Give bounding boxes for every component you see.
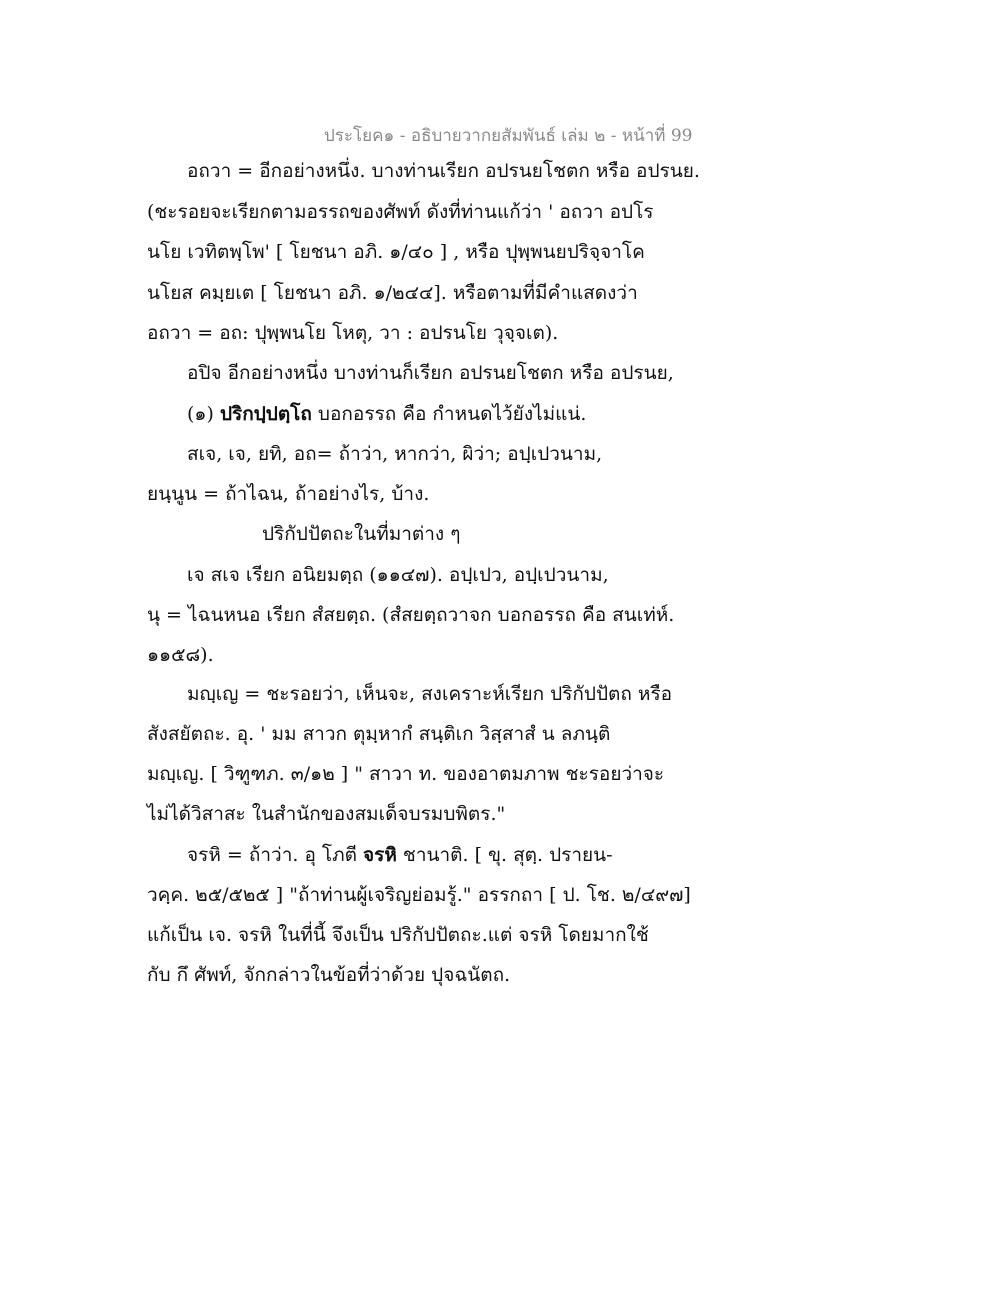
text-line-2: (ชะรอยจะเรียกตามอรรถของศัพท์ ดังที่ท่านแก้ว่า ' อถวา อปโร — [147, 201, 654, 223]
text-line-15: สังสยัตถะ. อุ. ' มม สาวก ตุมฺหากํ สนฺติเก วิสฺสาสํ น ลภนฺติ — [147, 723, 611, 745]
text-line-9: ยนฺนูน = ถ้าไฉน, ถ้าอย่างไร, บ้าง. — [147, 483, 430, 505]
text-line-6: อปิจ อีกอย่างหนึ่ง บางท่านก็เรียก อปรนยโชตก หรือ อปรนย, — [187, 362, 674, 384]
text-line-17: ไม่ได้วิสาสะ ในสำนักของสมเด็จบรมบพิตร." — [147, 803, 506, 825]
text-line-14: มญฺเญ = ชะรอยว่า, เห็นจะ, สงเคราะห์เรียก ปริกัปปัตถ หรือ — [187, 683, 673, 705]
text-line-12: นุ = ไฉนหนอ เรียก สํสยตฺถ. (สํสยตฺถวาจก บอกอรรถ คือ สนเท่ห์. — [147, 604, 675, 626]
text-line-11: เจ สเจ เรียก อนิยมตฺถ (๑๑๔๗). อปฺเปว, อปฺเปวนาม, — [187, 564, 609, 586]
text-line-18-start: จรหิ = ถ้าว่า. อุ โภตี — [187, 844, 364, 866]
text-line-5: อถวา = อถ: ปุพฺพนโย โหตุ, วา : อปรนโย วุจฺจเต). — [147, 322, 559, 344]
text-line-7 — [187, 401, 586, 427]
text-line-18-end: ชานาติ. [ ขุ. สุตฺ. ปรายน- — [396, 844, 613, 866]
text-line-8: สเจ, เจ, ยทิ, อถ= ถ้าว่า, หากว่า, ผิว่า; อปฺเปวนาม, — [187, 443, 603, 465]
text-line-21: กับ กึ ศัพท์, จักกล่าวในข้อที่ว่าด้วย ปุจฉนัตถ. — [147, 964, 511, 986]
section-heading: ปริกัปปัตถะในที่มาต่าง ๆ — [262, 523, 461, 545]
text-line-20: แก้เป็น เจ. จรหิ ในที่นี้ จึงเป็น ปริกัปปัตถะ.แต่ จรหิ โดยมากใช้ — [147, 924, 649, 946]
term-carahi: จรหิ — [363, 844, 397, 866]
text-line-19: วคฺค. ๒๕/๕๒๕ ] "ถ้าท่านผู้เจริญย่อมรู้." อรรกถา [ ป. โช. ๒/๔๙๗] — [147, 884, 691, 906]
running-header: ประโยค๑ - อธิบายวากยสัมพันธ์ เล่ม ๒ - หน้าที่ 99 — [324, 126, 693, 146]
text-line-4: นโยส คมฺยเต [ โยชนา อภิ. ๑/๒๔๔]. หรือตามที่มีคำแสดงว่า — [147, 282, 638, 304]
term-parikappattho: ปริกปฺปตฺโถ — [219, 403, 312, 425]
term-definition: บอกอรรถ คือ กำหนดไว้ยังไม่แน่. — [311, 403, 587, 425]
text-line-18 — [187, 842, 613, 868]
text-line-16: มญฺเญ. [ วิฑูฑภ. ๓/๑๒ ] " สาวา ท. ของอาตมภาพ ชะรอยว่าจะ — [147, 763, 665, 785]
text-line-13: ๑๑๕๘). — [147, 644, 214, 666]
text-line-3: นโย เวทิตพฺโพ' [ โยชนา อภิ. ๑/๔๐ ] , หรือ ปุพฺพนยปริจฺจาโค — [147, 241, 645, 263]
text-line-1: อถวา = อีกอย่างหนึ่ง. บางท่านเรียก อปรนยโชตก หรือ อปรนย. — [187, 160, 700, 182]
item-number: (๑) — [187, 403, 214, 425]
